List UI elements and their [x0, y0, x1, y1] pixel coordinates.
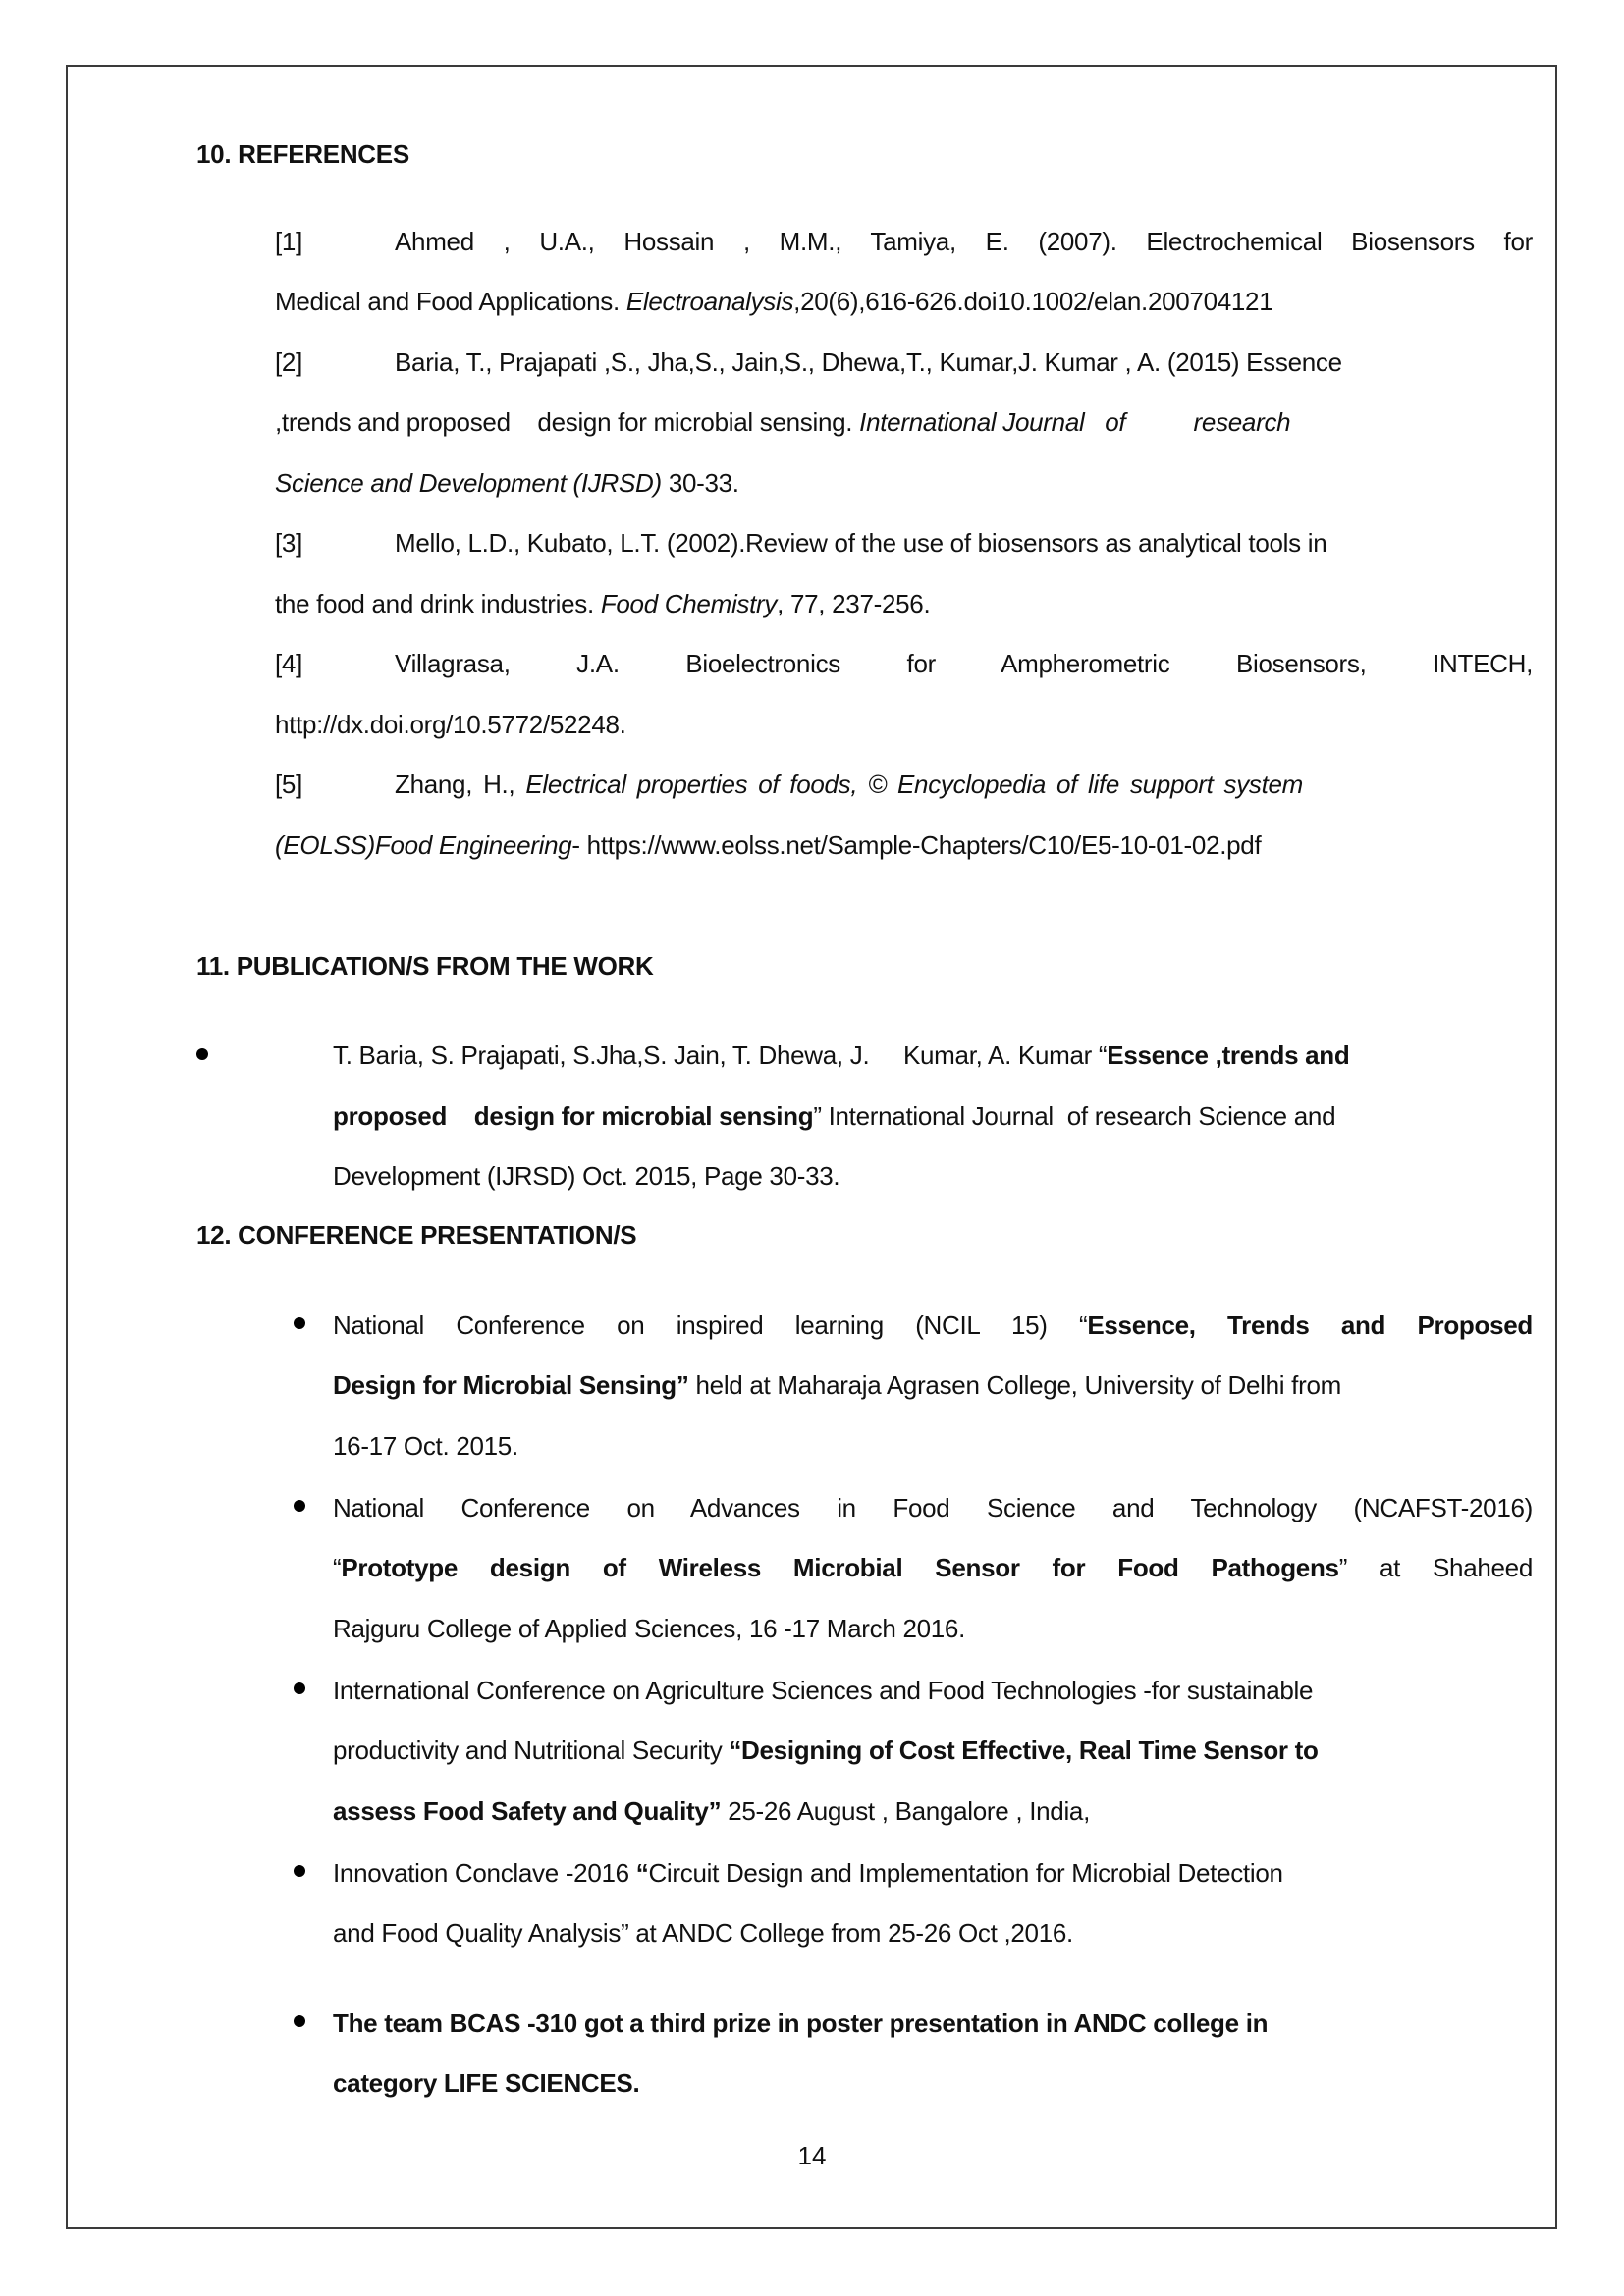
ref-4-line-1: Villagrasa, J.A. Bioelectronics for Ampherometric Biosensors, INTECH, [395, 649, 1533, 678]
ref-4-link[interactable]: http://dx.doi.org/10.5772/52248. [275, 710, 626, 739]
conference-1-line-2 [333, 1369, 1533, 1401]
bullet-icon [294, 1682, 305, 1694]
conference-2-line-3: Rajguru College of Applied Sciences, 16 -17 March 2016. [333, 1614, 966, 1643]
ref-2-pages: 30-33. [661, 468, 739, 498]
ref-2-number: [2] [275, 347, 303, 377]
conference-2-venue: ” at Shaheed [1338, 1553, 1533, 1582]
conference-2-line-1: National Conference on Advances in Food Science and Technology (NCAFST-2016) [333, 1493, 1533, 1522]
ref-3-line-1: Mello, L.D., Kubato, L.T. (2002).Review of the use of biosensors as analytical tools in [395, 528, 1327, 558]
ref-1-line-2 [275, 286, 1533, 317]
award-line-2 [333, 2067, 1533, 2099]
page-border [66, 65, 1557, 2229]
conference-3-line-2 [333, 1735, 1533, 1766]
ref-2-line-2 [275, 406, 1533, 438]
bullet-icon [294, 1865, 305, 1877]
conference-1-title-cont: Design for Microbial Sensing” [333, 1370, 689, 1400]
ref-5-author: Zhang, H., [395, 770, 526, 799]
publication-1-line-2 [333, 1100, 1533, 1132]
publication-1-title-cont: proposed design for microbial sensing [333, 1101, 814, 1131]
conference-4-line-2: and Food Quality Analysis” at ANDC College from 25-26 Oct ,2016. [333, 1918, 1073, 1948]
ref-2-journal: International Journal of research [859, 407, 1291, 437]
conference-3-venue: 25-26 August , Bangalore , India, [721, 1796, 1091, 1826]
award-text: The team BCAS -310 got a third prize in poster presentation in ANDC college in [333, 2008, 1269, 2038]
ref-1-line-1: Ahmed , U.A., Hossain , M.M., Tamiya, E. (2007). Electrochemical Biosensors for [395, 227, 1533, 256]
ref-1-journal: Electroanalysis [625, 287, 794, 316]
ref-3-number: [3] [275, 528, 303, 558]
ref-2-journal-cont: Science and Development (IJRSD) [275, 468, 662, 498]
conference-2-line-2 [333, 1552, 1533, 1583]
publication-1-authors: T. Baria, S. Prajapati, S.Jha,S. Jain, T. Dhewa, J. Kumar, A. Kumar “ [333, 1041, 1108, 1070]
conferences-heading: 12. CONFERENCE PRESENTATION/S [196, 1220, 637, 1250]
publication-1-journal: ” International Journal of research Science and [813, 1101, 1336, 1131]
bullet-icon [294, 2015, 305, 2027]
conference-1-line-1 [333, 1309, 1533, 1341]
ref-2-text: ,trends and proposed design for microbial sensing. [275, 407, 860, 437]
ref-2-line-3 [275, 467, 1533, 499]
references-heading: 10. REFERENCES [196, 139, 409, 169]
ref-3-journal: Food Chemistry [600, 589, 778, 618]
ref-5-title-cont: (EOLSS)Food Engineering [275, 830, 572, 860]
conference-4-line-1 [333, 1857, 1533, 1889]
conference-3-line-3 [333, 1795, 1533, 1827]
ref-5-title: Electrical properties of foods, © Encyclopedia of life support system [525, 770, 1304, 799]
page-number: 14 [797, 2141, 827, 2170]
publication-1-line-3: Development (IJRSD) Oct. 2015, Page 30-33. [333, 1161, 840, 1191]
ref-1-doi: ,20(6),616-626.doi10.1002/elan.200704121 [793, 287, 1273, 316]
conference-4-title: Circuit Design and Implementation for Microbial Detection [648, 1858, 1283, 1888]
conference-3-title: “Designing of Cost Effective, Real Time Sensor to [729, 1735, 1319, 1765]
ref-4-number: [4] [275, 649, 303, 678]
bullet-icon [294, 1500, 305, 1512]
conference-3-line-1: International Conference on Agriculture Sciences and Food Technologies -for sustainable [333, 1676, 1314, 1705]
ref-3-pages: , 77, 237-256. [777, 589, 931, 618]
ref-5-number: [5] [275, 770, 303, 799]
conference-4-quote: “ [635, 1858, 649, 1888]
conference-1-name: National Conference on inspired learning (NCIL 15) “ [333, 1310, 1088, 1340]
conference-2-title: Prototype design of Wireless Microbial Sensor for Food Pathogens [341, 1553, 1339, 1582]
ref-5-line-2 [275, 829, 1533, 861]
ref-1-number: [1] [275, 227, 303, 256]
award-text-cont: category LIFE SCIENCES. [333, 2068, 640, 2098]
award-line-1 [333, 2007, 1533, 2039]
publications-heading: 11. PUBLICATION/S FROM THE WORK [196, 951, 654, 981]
ref-3-line-2 [275, 588, 1533, 619]
ref-5-line-1 [395, 769, 1533, 800]
ref-2-line-1: Baria, T., Prajapati ,S., Jha,S., Jain,S., Dhewa,T., Kumar,J. Kumar , A. (2015) Essence [395, 347, 1342, 377]
publication-1-line-1 [333, 1040, 1533, 1071]
ref-1-text: Medical and Food Applications. [275, 287, 626, 316]
conference-4-name: Innovation Conclave -2016 [333, 1858, 636, 1888]
conference-1-title: Essence, Trends and Proposed [1087, 1310, 1533, 1340]
bullet-icon [294, 1317, 305, 1329]
conference-1-line-3: 16-17 Oct. 2015. [333, 1431, 518, 1461]
conference-3-name-cont: productivity and Nutritional Security [333, 1735, 730, 1765]
ref-5-link[interactable]: - https://www.eolss.net/Sample-Chapters/C10/E5-10-01-02.pdf [571, 830, 1262, 860]
bullet-icon [196, 1048, 208, 1060]
conference-3-title-cont: assess Food Safety and Quality” [333, 1796, 722, 1826]
publication-1-title: Essence ,trends and [1107, 1041, 1350, 1070]
conference-1-venue: held at Maharaja Agrasen College, University of Delhi from [688, 1370, 1341, 1400]
ref-3-text: the food and drink industries. [275, 589, 601, 618]
conference-2-quote: “ [333, 1553, 342, 1582]
